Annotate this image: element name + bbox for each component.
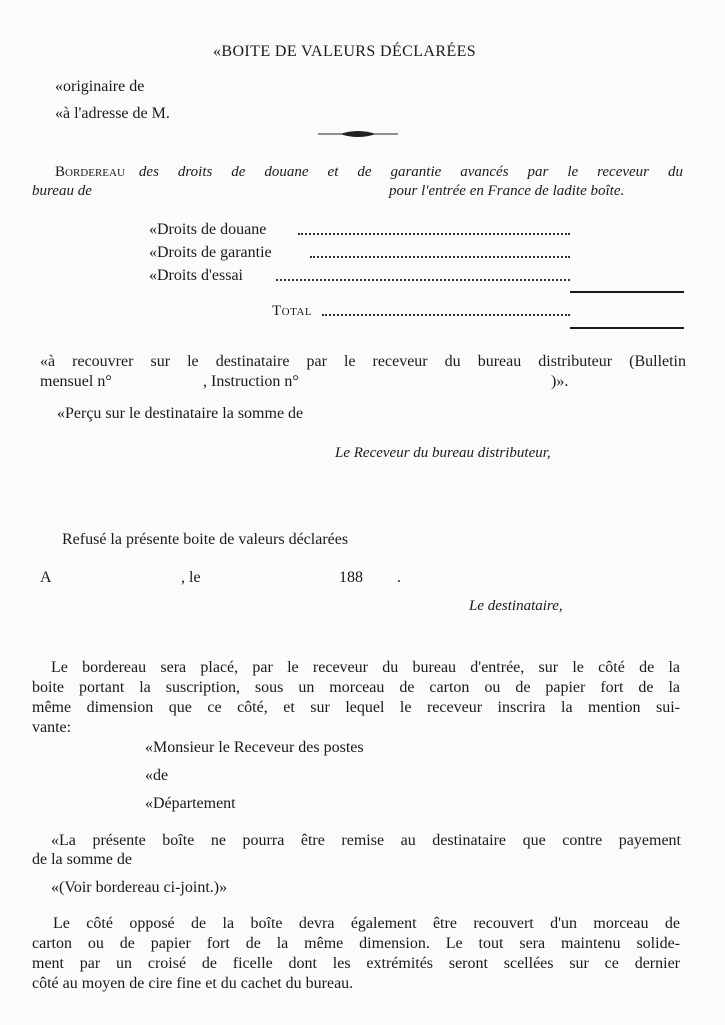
destinataire-signature: Le destinataire, (469, 598, 563, 614)
bordereau-bureau: bureau de (32, 183, 92, 199)
fee-douane-label: «Droits de douane (149, 221, 267, 238)
fee-garantie-label: «Droits de garantie (149, 244, 272, 261)
condition-line-1: «La présente boîte ne pourra être remise au destinataire que contre payement (51, 832, 681, 849)
bordereau-head: Bordereau (55, 164, 125, 180)
mention-departement: «Département (145, 795, 236, 812)
para1-line-2: boite portant la suscription, sous un morceau de carton ou de papier fort de la (32, 679, 680, 696)
mention-receveur: «Monsieur le Receveur des postes (145, 739, 364, 756)
para2-line-1: Le côté opposé de la boîte devra également être recouvert d'un morceau de (53, 915, 680, 932)
receveur-signature: Le Receveur du bureau distributeur, (335, 445, 551, 461)
para2-line-4: côté au moyen de cire fine et du cachet du bureau. (32, 975, 354, 992)
condition-line-2: de la somme de (32, 851, 132, 868)
fee-essai-label: «Droits d'essai (149, 267, 243, 284)
para1-line-4: vante: (32, 719, 72, 736)
address-line: «à l'adresse de M. (55, 105, 170, 122)
subtotal-rule (570, 291, 684, 293)
para2-line-3: ment par un croisé de ficelle dont les extrémités seront scellées sur ce dernier (32, 955, 680, 972)
page-title: «BOITE DE VALEURS DÉCLARÉES (213, 43, 477, 60)
ornament-divider (318, 128, 398, 140)
date-dot: . (397, 569, 401, 586)
refuse-line: Refusé la présente boite de valeurs déclarées (62, 531, 349, 548)
recover-mensuel: mensuel n° (40, 373, 112, 390)
para1-line-1: Le bordereau sera placé, par le receveur du bureau d'entrée, sur le côté de la (51, 659, 680, 676)
total-leader (322, 314, 570, 316)
recover-instruction: , Instruction n° (203, 373, 299, 390)
mention-de: «de (145, 767, 169, 784)
bordereau-line-1-text: des droits de douane et de garantie avancés par le receveur du (138, 164, 683, 180)
fee-douane-leader (298, 233, 570, 235)
recover-close: )». (551, 373, 569, 390)
bordereau-line-1 (55, 163, 683, 181)
date-year: 188 (339, 569, 363, 586)
total-label: Total (272, 303, 313, 319)
percu-line: «Perçu sur le destinataire la somme de (57, 405, 304, 422)
para1-line-3: même dimension que ce côté, et sur lequel le receveur inscrira la mention sui- (32, 699, 680, 716)
origin-line: «originaire de (55, 78, 145, 95)
total-rule (570, 327, 684, 329)
bordereau-entree: pour l'entrée en France de ladite boîte. (389, 183, 625, 199)
voir-bordereau: «(Voir bordereau ci-joint.)» (51, 879, 228, 896)
recover-line-1: «à recouvrer sur le destinataire par le receveur du bureau distributeur (Bulletin (40, 353, 686, 370)
date-le: , le (181, 569, 201, 586)
date-a: A (40, 569, 52, 586)
para2-line-2: carton ou de papier fort de la même dimension. Le tout sera maintenu solide- (32, 935, 680, 952)
fee-essai-leader (276, 279, 570, 281)
fee-garantie-leader (310, 256, 570, 258)
